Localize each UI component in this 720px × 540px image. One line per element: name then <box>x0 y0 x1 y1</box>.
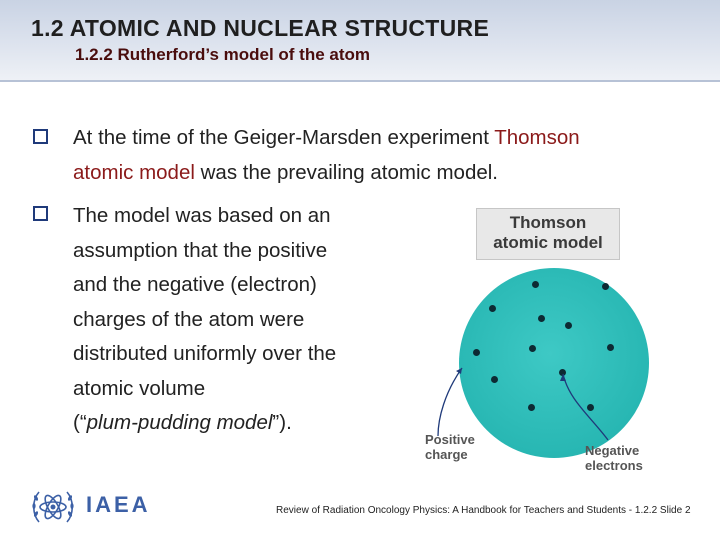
bullet-2-line: assumption that the positive <box>73 238 328 262</box>
plum-pudding-term: plum-pudding model <box>86 411 273 434</box>
footer-citation: Review of Radiation Oncology Physics: A Handbook for Teachers and Students - 1.2.2 Slide 2 <box>276 505 691 516</box>
bullet-1-line-2-text: was the prevailing atomic model. <box>194 160 499 184</box>
caption-line-1: Positive <box>425 432 475 447</box>
caption-line-1: Negative <box>585 443 640 458</box>
close-quote: ”). <box>272 411 292 434</box>
slide-subtitle: 1.2.2 Rutherford’s model of the atom <box>75 45 371 64</box>
label-line-2: atomic model <box>493 233 603 252</box>
open-quote: (“ <box>73 411 87 434</box>
bullet-2-line: The model was based on an <box>73 204 331 227</box>
negative-electron-pointer <box>563 374 608 440</box>
caption-line-2: charge <box>425 447 468 462</box>
arrowhead-icon <box>560 374 566 381</box>
caption-line-2: electrons <box>585 458 643 473</box>
positive-charge-pointer <box>438 368 462 436</box>
label-line-1: Thomson <box>509 213 587 232</box>
bullet-2-line: atomic volume <box>73 376 206 400</box>
slide-title: 1.2 ATOMIC AND NUCLEAR STRUCTURE <box>31 15 490 41</box>
bullet-2-line: charges of the atom were <box>73 307 305 331</box>
negative-electrons-caption <box>585 443 643 473</box>
positive-charge-caption <box>425 432 475 462</box>
bullet-2-line: and the negative (electron) <box>73 273 317 296</box>
highlight-thomson: Thomson <box>494 126 580 149</box>
iaea-logo-icon <box>30 484 76 530</box>
iaea-wordmark: IAEA <box>86 492 151 517</box>
highlight-atomic-model: atomic model <box>73 160 195 184</box>
bullet-2-line: distributed uniformly over the <box>73 342 337 365</box>
bullet-1-line-1-text: At the time of the Geiger-Marsden experiment <box>73 126 495 149</box>
